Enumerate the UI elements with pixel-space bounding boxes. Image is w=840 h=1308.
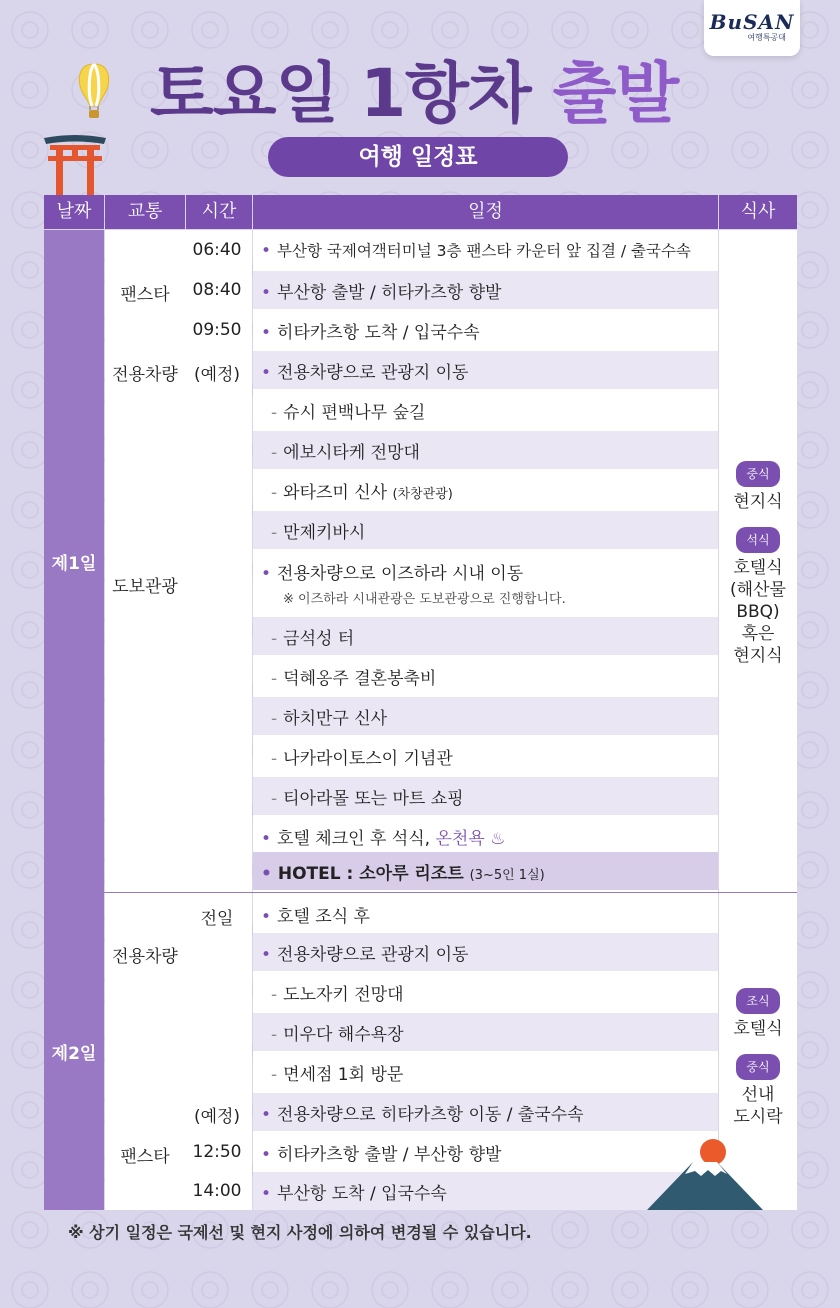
time-cell: 08:40 <box>192 280 242 300</box>
transport-cell: 팬스타 <box>120 285 170 305</box>
day-1-cell: 제1일 <box>44 230 104 892</box>
time-cell: 06:40 <box>192 240 242 260</box>
page-title: 토요일 1항차 출발 <box>150 55 679 132</box>
schedule-row: • 부산항 출발 / 히타카츠항 향발 <box>253 271 718 309</box>
breakfast-badge: 조식 <box>736 988 779 1014</box>
schedule-row: - 덕혜옹주 결혼봉축비 <box>271 668 437 689</box>
mount-fuji-icon <box>645 1138 765 1210</box>
schedule-row: - 나카라이토스이 기념관 <box>271 748 453 769</box>
header-time: 시간 <box>186 195 252 229</box>
schedule-row: - 금석성 터 <box>253 617 718 655</box>
lunch-badge: 중식 <box>736 1054 779 1080</box>
time-cell: (예정) <box>193 365 241 385</box>
hot-spring-icon: ♨ <box>490 828 506 849</box>
schedule-row: • 호텔 조식 후 <box>261 906 370 927</box>
busan-logo: BuSAN 여행특공대 <box>704 0 800 56</box>
transport-cell: 전용차량 <box>112 947 178 967</box>
torii-gate-icon <box>42 132 108 196</box>
day-2-cell: 제2일 <box>44 893 104 1210</box>
schedule-row: - 슈시 편백나무 숲길 <box>271 402 426 423</box>
schedule-row: - 도노자키 전망대 <box>271 984 404 1005</box>
day1-meals: 중식 현지식 석식 호텔식 (해산물 BBQ) 혹은 현지식 <box>719 455 797 667</box>
schedule-row: • 부산항 국제여객터미널 3층 팬스타 카운터 앞 집결 / 출국수속 <box>261 241 691 261</box>
header-meal: 식사 <box>719 195 797 229</box>
schedule-row: • 부산항 도착 / 입국수속 <box>253 1172 718 1210</box>
schedule-row: - 에보시타케 전망대 <box>253 431 718 469</box>
schedule-row: • 전용차량으로 히타카츠항 이동 / 출국수속 <box>253 1093 718 1131</box>
schedule-row: • 히타카츠항 출발 / 부산항 향발 <box>261 1144 502 1165</box>
header-transport: 교통 <box>105 195 185 229</box>
subtitle-pill: 여행 일정표 <box>268 137 568 177</box>
hotel-row: • HOTEL : 소아루 리조트 (3~5인 1실) <box>253 852 718 890</box>
transport-cell: 전용차량 <box>112 365 178 385</box>
time-cell: 전일 <box>200 909 234 929</box>
schedule-row: • 호텔 체크인 후 석식, 온천욕 ♨ <box>261 828 506 849</box>
day2-meals: 조식 호텔식 중식 선내 도시락 <box>719 982 797 1128</box>
dinner-badge: 석식 <box>736 527 779 553</box>
schedule-row: - 하치만구 신사 <box>253 697 718 735</box>
schedule-row: • 전용차량으로 관광지 이동 <box>253 351 718 389</box>
lunch-badge: 중식 <box>736 461 779 487</box>
day-separator <box>44 892 797 893</box>
time-cell: (예정) <box>193 1107 241 1127</box>
schedule-row: - 와타즈미 신사 (차창관광) <box>271 482 453 503</box>
time-cell: 09:50 <box>192 320 242 340</box>
schedule-row: - 만제키바시 <box>253 511 718 549</box>
header-schedule: 일정 <box>253 195 718 229</box>
schedule-row: - 미우다 해수욕장 <box>253 1013 718 1051</box>
time-cell: 12:50 <box>192 1142 242 1162</box>
schedule-row: - 면세점 1회 방문 <box>271 1064 404 1085</box>
time-cell: 14:00 <box>192 1181 242 1201</box>
transport-cell: 도보관광 <box>112 577 178 597</box>
schedule-row: • 히타카츠항 도착 / 입국수속 <box>261 322 480 343</box>
header-date: 날짜 <box>44 195 104 229</box>
schedule-row: • 전용차량으로 이즈하라 시내 이동 ※ 이즈하라 시내관광은 도보관광으로 진행합니다. <box>261 564 566 607</box>
schedule-row: • 전용차량으로 관광지 이동 <box>253 933 718 971</box>
transport-cell: 팬스타 <box>120 1147 170 1167</box>
hot-air-balloon-icon <box>76 62 112 122</box>
schedule-row: - 티아라몰 또는 마트 쇼핑 <box>253 777 718 815</box>
footer-note: ※ 상기 일정은 국제선 및 현지 사정에 의하여 변경될 수 있습니다. <box>68 1223 532 1242</box>
